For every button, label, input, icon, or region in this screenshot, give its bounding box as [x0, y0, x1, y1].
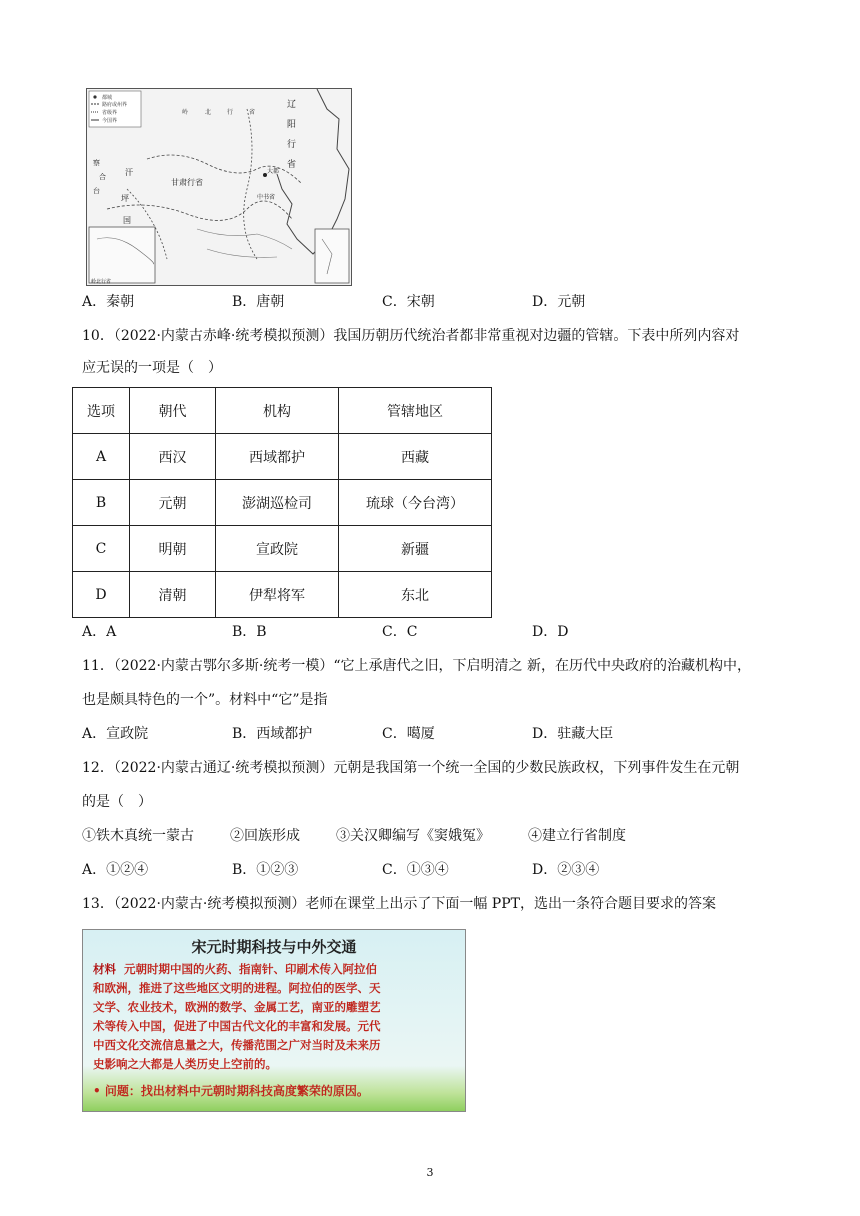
table-cell: D	[73, 572, 130, 618]
ppt-material-label: 材料	[93, 962, 116, 976]
ppt-title: 宋元时期科技与中外交通	[191, 938, 357, 956]
q10-table	[72, 387, 492, 618]
table-row	[73, 434, 492, 480]
q12-option-b[interactable]: B．①②③	[232, 862, 299, 878]
map-label-zhongshu: 中书省	[257, 194, 276, 201]
q9-option-a[interactable]: A．秦朝	[82, 294, 135, 310]
q12-item-4: ④建立行省制度	[528, 828, 626, 844]
map-label-bei: 北	[205, 109, 212, 116]
ppt-line-4: 术等传入中国，促进了中国古代文化的丰富和发展。元代	[93, 1019, 381, 1033]
map-label-tai: 台	[93, 187, 100, 195]
q10-option-a[interactable]: A．A	[82, 624, 117, 640]
map-label-xing: 行	[287, 140, 297, 150]
ppt-line-1: 元朝时期中国的火药、指南针、印刷术传入阿拉伯	[124, 962, 378, 976]
map-label-yang: 阳	[287, 120, 297, 130]
q11-stem-line2: 也是颇具特色的一个”。材料中“它”是指	[82, 692, 328, 708]
q11-stem-line1: 11．（2022·内蒙古鄂尔多斯·统考一模）“它上承唐代之旧，下启明清之 新，在历代中央政府的治藏机构中，	[82, 658, 751, 674]
q10-stem-line2: 应无误的一项是（ ）	[82, 360, 222, 376]
q10-option-d[interactable]: D．D	[532, 624, 569, 640]
map-label-ping: 坪	[121, 194, 129, 203]
q12-item-2: ②回族形成	[230, 828, 300, 844]
map-label-sheng: 省	[287, 160, 297, 170]
map-label-dadu: 大都	[267, 168, 280, 175]
table-row	[73, 480, 492, 526]
table-cell: 宣政院	[216, 526, 339, 572]
q11-option-a[interactable]: A．宣政院	[82, 726, 149, 742]
yuan-territory-map	[87, 89, 351, 285]
table-cell: 明朝	[130, 526, 216, 572]
ppt-question: • 问题：找出材料中元朝时期科技高度繁荣的原因。	[93, 1084, 369, 1098]
q11-option-c[interactable]: C．噶厦	[382, 726, 435, 742]
q11-option-d[interactable]: D．驻藏大臣	[532, 726, 614, 742]
q9-option-c[interactable]: C．宋朝	[382, 294, 435, 310]
map-label-he: 合	[99, 173, 106, 181]
q9-map-figure	[86, 88, 352, 286]
q12-item-1: ①铁木真统一蒙古	[82, 828, 194, 844]
q12-item-3: ③关汉卿编写《窦娥冤》	[336, 828, 490, 844]
q11-option-b[interactable]: B．西域都护	[232, 726, 313, 742]
legend-prefecture: 路府或州界	[102, 102, 128, 108]
legend-province: 省级界	[102, 110, 118, 116]
map-label-han: 汗	[125, 168, 133, 177]
table-cell: 东北	[339, 572, 492, 618]
q12-stem-line1: 12．（2022·内蒙古通辽·统考模拟预测）元朝是我国第一个统一全国的少数民族政权，下列事件发生在元朝	[82, 760, 740, 776]
table-cell: 伊犁将军	[216, 572, 339, 618]
map-label-xing2: 行	[227, 109, 234, 116]
q10-stem-line1: 10．（2022·内蒙古赤峰·统考模拟预测）我国历朝历代统治者都非常重视对边疆的管辖。下表中所列内容对	[82, 328, 740, 344]
q12-option-a[interactable]: A．①②④	[82, 862, 149, 878]
table-cell: 新疆	[339, 526, 492, 572]
table-cell: 澎湖巡检司	[216, 480, 339, 526]
legend-capital: 都城	[102, 95, 113, 101]
q12-stem-line2: 的是（ ）	[82, 794, 152, 810]
map-label-cha: 察	[93, 159, 100, 167]
q13-stem-line1: 13．（2022·内蒙古·统考模拟预测）老师在课堂上出示了下面一幅 PPT，选出一条符合题目要求的答案	[82, 896, 716, 912]
table-cell: 西汉	[130, 434, 216, 480]
table-cell: B	[73, 480, 130, 526]
ppt-line-3: 文学、农业技术，欧洲的数学、金属工艺，南亚的雕塑艺	[93, 1000, 381, 1014]
table-cell: 琉球（今台湾）	[339, 480, 492, 526]
map-label-guo: 国	[123, 216, 131, 225]
table-cell: 西藏	[339, 434, 492, 480]
map-label-liao: 辽	[287, 100, 297, 110]
q10-option-c[interactable]: C．C	[382, 624, 418, 640]
map-label-lingbei-inset: 岭北行省	[91, 279, 112, 285]
table-cell: 元朝	[130, 480, 216, 526]
ppt-line-6: 史影响之大都是人类历史上空前的。	[93, 1057, 277, 1071]
table-cell: 清朝	[130, 572, 216, 618]
table-cell: C	[73, 526, 130, 572]
table-cell: A	[73, 434, 130, 480]
legend-border: 今国界	[102, 118, 118, 124]
ppt-line-5: 中西文化交流信息量之大，传播范围之广对当时及未来历	[93, 1038, 381, 1052]
table-header: 朝代	[130, 388, 216, 434]
table-header: 选项	[73, 388, 130, 434]
map-label-ling: 岭	[182, 109, 189, 116]
table-cell: 西域都护	[216, 434, 339, 480]
ppt-material-line	[93, 960, 455, 979]
table-header-row	[73, 388, 492, 434]
ppt-line-2: 和欧洲，推进了这些地区文明的进程。阿拉伯的医学、天	[93, 981, 381, 995]
q9-option-b[interactable]: B．唐朝	[232, 294, 285, 310]
map-label-gansu: 甘肃行省	[171, 178, 203, 187]
q12-option-c[interactable]: C．①③④	[382, 862, 449, 878]
table-row	[73, 526, 492, 572]
page-number: 3	[426, 1166, 434, 1179]
q13-ppt-slide	[82, 929, 466, 1112]
table-header: 管辖地区	[339, 388, 492, 434]
table-header: 机构	[216, 388, 339, 434]
table-row	[73, 572, 492, 618]
q10-option-b[interactable]: B．B	[232, 624, 267, 640]
q12-option-d[interactable]: D．②③④	[532, 862, 600, 878]
ppt-material	[93, 960, 455, 1074]
map-label-sheng2: 省	[249, 109, 256, 116]
q9-option-d[interactable]: D．元朝	[532, 294, 586, 310]
